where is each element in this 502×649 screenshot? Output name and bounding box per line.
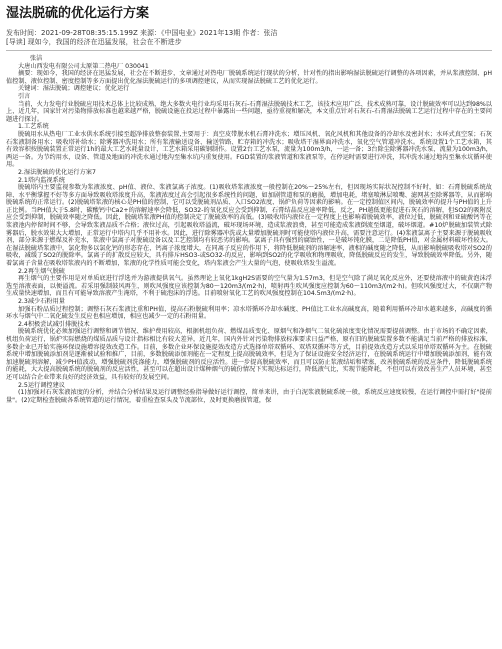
section-heading-1: 1.工艺系统 xyxy=(18,123,49,131)
guide-line: [导读] 现如今，我国的经济在迅猛发展，社会在不断进步 xyxy=(6,38,182,46)
paragraph-process-system: 脱硫用水从热电厂工业水供水系统引接至超净排放整套装置,主要用于：真空皮带脱水机石膏冲洗水；增压风机、氧化风机和其他设备的冷却水及密封水；水环式真空泵；石灰石浆液制备用水；吸收塔补给水；除雾器冲洗用水；所有浆液输送设备、输送管路、贮存箱的冲洗水；吸收塔干湿界面冲洗水，氧化空气管道冲洗水。系统设置1个工艺水箱，其有效容积按脱硫装置正常运行1h的最大工艺水耗量设计，工艺水箱采用碳钢制作。设置2台工艺水泵，流量为100m3/h，一运一备；3台除尘除雾器冲洗水泵，流量为100m3/h，两运一备。为节约用水，设备、管道及地面的冲洗水通过地沟至集水坑内重复使用。FGD装置的浆液管道和浆液泵等，在停运时需要进行冲洗，其冲洗水通过地沟至集水坑循环使用。 xyxy=(6,130,492,169)
author-name: 张洁 xyxy=(30,55,43,62)
paragraph-limestone: 加强石粉品质过程控制；调整石灰石浆液比重和PH值，提高石粉脱硫利用率；凉水塔循环冷却水碱度、PH值比工业水高碱度高，随着利用循环冷却水越来越多，高碱度的循环水与烟气中二氧化硫发生反应也相应增加，相应也减少一定的石粉用量。 xyxy=(6,305,492,321)
intro-paragraph: 当前，火力发电行业脱硫应用技术总体上比较成熟，绝大多数火电行业均采用石灰石-石膏湿法脱硫技术工艺，该技术应用广泛、技术成熟可靠，设计脱硫效率可以达到98%以上，近几年，国家针对污染物排放标准也越来越严格，脱硫设施在投运过程中暴露出一些问题，亟待重视和解决，本文重点针对石灰石-石膏湿法脱硫工艺运行过程中存在的主要问题进行探讨。 xyxy=(6,100,492,123)
section-heading-intro: 引言 xyxy=(18,92,31,100)
author-affiliation: 大唐山西发电有限公司太原第二热电厂 030041 xyxy=(18,62,149,70)
section-heading-2-1: 2.1塔内监视系统 xyxy=(18,176,65,184)
section-heading-2-3: 2.3减少石粉用量 xyxy=(18,298,65,305)
publish-meta: 发布时间：2021-09-28T08:35:15.199Z 来源：《中国电业》2021年13期 作者：张洁 xyxy=(6,29,278,37)
paragraph-suggestions: (1)加强对石灰浆液浓度的分析，并结合分析结果及运行调整经验指导做好运行调控，简单来讲，由于白泥浆液脱硫系统一般，系统反应速度较慢，在运行调控中需打好"提前量"。(2)定期检查脱硫各系统管道的运行情况，着重检查泵头及节流部位，及时更换磨损管道，保 xyxy=(6,389,492,404)
section-heading-2-2: 2.2再生烟气脱硫 xyxy=(18,267,65,275)
abstract: 摘要：现如今，我国的经济在迅猛发展，社会在不断进步，文章通过对热电厂脱硫系统运行现状的分析，针对性的指出影响湿法脱硫运行调整的各项因素，并从浆液控制、pH值控制、液位控制、密度控制等多方面提出优化湿法脱硫运行的多项调控建议，从而实现湿法脱硫工艺的优化运行。 xyxy=(6,70,492,85)
keywords: 关键词：湿法脱硫；调控建议；优化运行 xyxy=(18,85,130,93)
section-heading-2-4: 2.4积极尝试减引排脱技术 xyxy=(18,320,90,328)
article-title: 湿法脱硫的优化运行方案 xyxy=(6,6,150,21)
section-heading-2: 2.湿法脱硫的优化运行方案7 xyxy=(18,168,96,176)
paragraph-monitoring: 脱硫塔内主要监视参数为浆液浓度、pH值、液位、浆液氯离子浓度。(1)吸收塔浆液浓度一般控制在20%～25%左右，但因现场实际状况控制不好时，如：石膏脱硫系统故障、水平衡掌握不好等多方面导致吸收塔浓度升高，浆液浓度过高会引起很多系统性的问题，如加剧管道和泵的磨损，增加电耗，堵塞喷淋层喷嘴、滤网甚至除雾器等，从而影响脱硫系统的正常运行。(2)脱硫塔浆液的核心是PH值的控制，它可以受脱硫剂品质、入口SO2浓度、锅炉负荷等因素的影响。在一定控制值区间内，脱硫效率的提升与PH值的上升正比例。当PH值大于5.8时，碳酸钙中Ca2+的溶解速率会降低，SO32-的氧化反应会受到抑制，石膏结晶反应速率降低，反之，PH越低更能促进石灰石的溶解，但SO2的吸附反应会受到抑制，脱硫效率随之降低。因此，脱硫塔浆液PH值的控制决定了脱硫效率的高低。(3)吸收塔内液位在一定程度上也影响着脱硫效率，液位过低，脱硫剂和亚硫酸钙等在浆液池内停留时间不够，会导致浆液品质不合格；液位过高，引起吸收塔溢流，破坏现场环境，造成浆液浪费，甚至可能造成浆液倒流至烟道，破坏烟道。#10炉脱硫加装管式除雾器后，脱水效果大大增加，正常运行中塔内几乎不用补水。因此，进行除雾器冲洗或大量增加脱硫剂时可能使塔内液位升高，需要注意运行。(4)浆液氯离子主要来源于脱硫吸收剂，部分来源于燃煤及补充水，浆液中氯离子对脱硫设备以及工艺控制均有较恶劣的影响。氯离子具有强烈的腐蚀性，一是破坏钝化膜，二是降低PH值，对金属材料破坏性较大。在湿法脱硫塔浆液中，氯化物多以氯化钙的形态存在，钙离子浓度增大，在同离子反应的作用下，将降低脱硫剂的溶解速率，液相的碱度随之降低，从而影响脱硫吸收塔对SO2的吸收，减缓了SO2的脱除率。氯离子的扩散反应较大，具有排斥HSO3-或SO32-的反应，影响到SO2的化学吸收和物理吸收，降低脱硫反应的发生，导致脱硫效率降低。另外，随着氯离子含量在吸收塔浆液内的不断增加，浆液的化学性质可能会变化，塔内浆液会产生大量的气泡，使吸收塔发生溢流。 xyxy=(6,184,492,268)
paragraph-optimization: 脱硫系统优化必须加强运行调整和调节情况、维护费用较高，根据机组负荷、燃煤品质变化、原烟气和净烟气二氧化硫浓度变化情况需要提前调整。由于市场的不确定因素，机组负荷运行，锅炉实际燃烧的煤质品质与设计指标相比有较大差异，近几年，国内外针对污染物排放标准要求日益严格，原有旧的脱硫装置多数不能满足当前严格的排放标准，多数企业已开始实施环保设施增容提效改造工作。目前，多数企业环保设施提效改造方式选择单塔双循环、双塔双循环等方式，目前提效改造方式以采用单塔双循环为主。在脱硫系统中增加脱硫添加剂是逐渐被试验和推广，目前，多数脱硫添加剂能在一定程度上提高脱硫效率，但是为了保证设施安全经济运行，在脱硫系统运行中增加脱硫添加剂，能有效加速脱硫剂溶解，减少PH值波动，增强脱硫剂洗涤能力，增强脱硫剂的反应活性。进一步提高脱硫效率，而且可以防止浆液结垢和堵塞，改善脱硫系统的反应条件，降低脱硫系统的能耗，大大提高脱硫系统的脱硫剂的反应活性，甚至可以在超出设计煤种烟气的硫份情况下实现达标运行，降低液气比，实现节能降耗，不但可以有效改善生产人员环境，甚至还可以结合企业带来良好的经济效益，具有较好的发展空间。 xyxy=(6,328,492,381)
divider xyxy=(6,50,492,51)
paragraph-regeneration: 再生烟气的主要作用是对单质底进行浮选并为游液提供氧气。虽然理论上氧化1kgH2S需要的空气量为1.57m3，但是空气除了满足氧化反应外，还要使溶液中的硫黄泡沫浮选至溶液表面，以便溢流。若采用强制鼓风再生，则吹风强度应该控制为80～120m3/(m2·h)，喷射再生吹风强度应控制为60～110m3/(m2·h)。但吹风强度过大，不仅副产物生成量快速增加，而且有可能导致溶液产生淹塔，不利于硫泡沫的浮选。目前喷射氧化工艺的吹风强度控制在104.5m3/(m2·h)。 xyxy=(6,275,492,298)
section-heading-2-5: 2.5运行调控建议 xyxy=(18,381,65,389)
